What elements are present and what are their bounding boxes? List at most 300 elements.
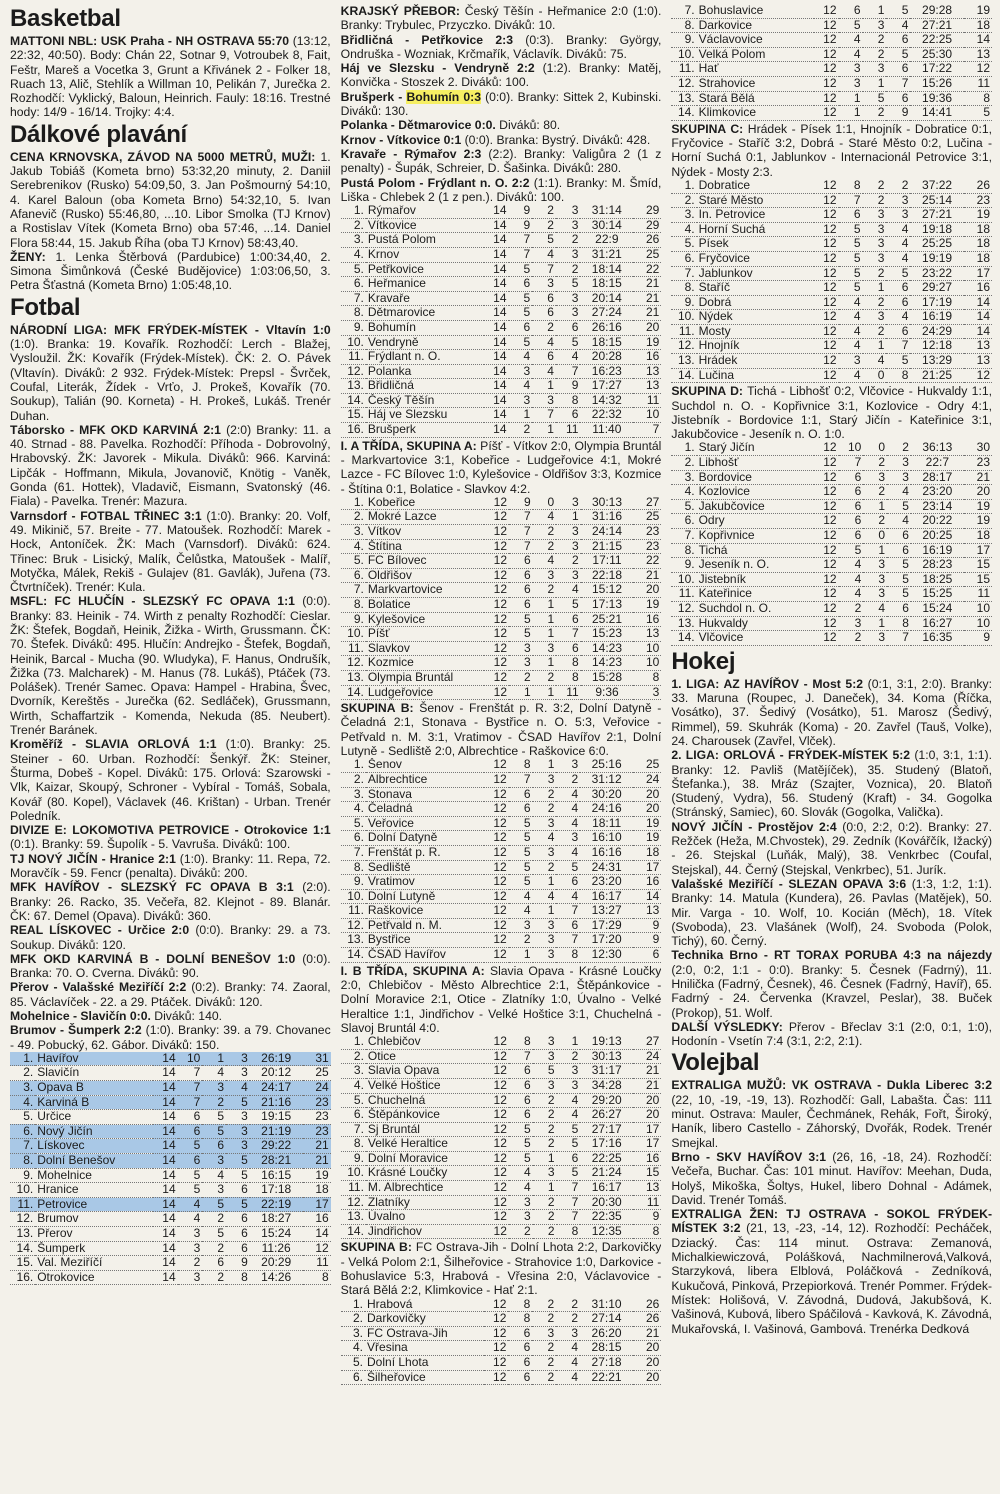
cell-losses: 8: [226, 1270, 250, 1285]
cell-rank: 16.: [10, 1270, 35, 1285]
table-row: [10, 1139, 331, 1154]
cell-team-name: Darkovice: [697, 18, 814, 33]
cell-team-name: Štěpánkovice: [366, 1108, 484, 1123]
cell-losses: 8: [556, 670, 581, 685]
cell-score: 12:35: [580, 1224, 633, 1239]
cell-games: 12: [814, 456, 839, 471]
cell-wins: 5: [509, 306, 533, 321]
cell-draws: 4: [533, 554, 557, 569]
cell-points: 24: [303, 1081, 331, 1096]
cell-points: 25: [303, 1066, 331, 1081]
cell-points: 13: [633, 904, 661, 919]
cell-losses: 2: [556, 554, 581, 569]
cell-draws: 3: [863, 18, 887, 33]
cell-wins: 5: [839, 251, 863, 266]
cell-draws: 3: [863, 237, 887, 252]
cell-score: 27:14: [580, 1312, 633, 1327]
cell-score: 16:35: [911, 631, 964, 646]
cell-draws: 2: [533, 1224, 557, 1239]
table-row: [671, 616, 992, 631]
result-body: (0:1). Branky: 59. Šupolík - 5. Vavruša. Diváků: 100.: [10, 837, 291, 852]
cell-games: 12: [814, 266, 839, 281]
cell-games: 12: [484, 918, 509, 933]
cell-rank: 12.: [671, 601, 696, 616]
cell-wins: 4: [509, 1181, 533, 1196]
table-row: [671, 47, 992, 62]
cell-points: 27: [633, 496, 661, 510]
cell-team-name: Slavkov: [366, 641, 485, 656]
cell-wins: 7: [509, 539, 533, 554]
result-body: (2:0, 0:2, 1:1 - 0:0). Branky: 5. Česnek (Fadrný), 11. Hnilička (Fadrný, Česnek), 46. Česnek (Fadrný, Havíř), 65. Fadrný - 24. Červenka (Kravzel, Peslar), 38. Buček (Prokop), 51. Wolf.: [671, 962, 993, 1020]
cell-wins: 3: [178, 1270, 203, 1285]
cell-wins: 6: [509, 568, 533, 583]
result-heading: Táborsko - MFK OKD KARVINÁ 2:1: [10, 422, 221, 437]
cell-rank: 3.: [341, 1326, 365, 1341]
cell-team-name: Bordovice: [697, 470, 814, 485]
cell-wins: 6: [509, 787, 533, 802]
cell-points: 20: [633, 583, 661, 598]
cell-rank: 6.: [341, 568, 366, 583]
result-paragraph: [10, 34, 331, 120]
table-row: [10, 1241, 331, 1256]
cell-points: 18: [633, 845, 661, 860]
column-left: [10, 4, 331, 1494]
cell-team-name: Horní Suchá: [697, 222, 814, 237]
cell-draws: 2: [863, 456, 887, 471]
cell-draws: 2: [863, 324, 887, 339]
cell-rank: 12.: [671, 76, 696, 91]
cell-wins: 3: [509, 641, 533, 656]
cell-games: 12: [484, 1370, 509, 1385]
cell-team-name: Dětmarovice: [366, 306, 484, 321]
cell-score: 31:10: [580, 1298, 633, 1312]
cell-points: 23: [303, 1110, 331, 1125]
cell-draws: 1: [532, 423, 556, 438]
cell-losses: 3: [557, 1078, 581, 1093]
cell-team-name: Kylešovice: [366, 612, 485, 627]
result-body: (0:1, 3:1, 2:0). Branky: 33. Maruna (Roupec, J. Daneček), 34. Koma (Říčka, Vosátko), 37. Šedivý (Vosátko), 51. Marosz (Šedivý, Rimmel), 59. Skuhrák (Koma) - 20. Zavřel (Tauš, Volke), 24. Charousek (Zavřel, Vlček).: [671, 676, 993, 748]
table-row: [671, 76, 992, 91]
cell-rank: 3.: [341, 787, 366, 802]
cell-losses: 6: [886, 62, 910, 77]
cell-losses: 7: [556, 627, 581, 642]
cell-losses: 4: [556, 583, 581, 598]
cell-draws: 3: [533, 568, 557, 583]
cell-team-name: Odry: [697, 514, 814, 529]
cell-wins: 5: [509, 627, 533, 642]
cell-draws: 0: [863, 441, 887, 455]
result-heading: Kroměříž - SLAVIA ORLOVÁ 1:1: [10, 737, 217, 752]
cell-losses: 4: [226, 1081, 250, 1096]
cell-wins: 6: [509, 583, 533, 598]
table-row: [10, 1270, 331, 1285]
cell-draws: 3: [863, 62, 887, 77]
cell-rank: 2.: [341, 510, 366, 525]
cell-score: 17:13: [581, 598, 634, 613]
cell-draws: 6: [532, 350, 556, 365]
result-body: (0:0). Branka: 70. O. Cverna. Diváků: 90.: [10, 951, 331, 981]
result-heading: Brno - SKV HAVÍŘOV 3:1: [671, 1149, 827, 1164]
cell-losses: 3: [556, 1326, 580, 1341]
table-row: [341, 554, 662, 569]
cell-wins: 7: [509, 247, 533, 262]
cell-team-name: Heřmanice: [366, 277, 484, 292]
cell-games: 12: [814, 310, 839, 325]
cell-losses: 6: [556, 875, 580, 890]
cell-rank: 4.: [341, 802, 366, 817]
standings-table: [341, 1298, 662, 1386]
cell-losses: 5: [557, 1122, 581, 1137]
cell-points: 18: [303, 1183, 331, 1198]
cell-wins: 9: [509, 496, 533, 510]
cell-wins: 4: [839, 339, 863, 354]
cell-games: 12: [814, 33, 839, 48]
cell-rank: 12.: [671, 339, 696, 354]
cell-points: 16: [633, 875, 661, 890]
cell-draws: 4: [533, 510, 557, 525]
cell-draws: 2: [863, 33, 887, 48]
cell-score: 16:15: [250, 1168, 303, 1183]
cell-score: 24:29: [910, 324, 963, 339]
cell-points: 19: [964, 4, 992, 18]
cell-losses: 4: [556, 1341, 580, 1356]
cell-draws: 3: [533, 1049, 557, 1064]
cell-wins: 6: [839, 499, 864, 514]
cell-team-name: Hať: [697, 62, 814, 77]
cell-games: 12: [484, 1298, 509, 1312]
cell-team-name: Břidličná: [366, 379, 484, 394]
table-row: [341, 1210, 662, 1225]
result-heading: Háj ve Slezsku - Vendryně 2:2: [340, 61, 535, 76]
cell-losses: 6: [886, 33, 910, 48]
cell-points: 11: [303, 1256, 331, 1271]
cell-draws: 2: [532, 1312, 556, 1327]
cell-rank: 5.: [341, 1356, 365, 1371]
cell-team-name: Krásné Loučky: [366, 1166, 484, 1181]
cell-team-name: Strahovice: [697, 76, 814, 91]
table-row: [341, 218, 662, 233]
cell-team-name: Dolní Lhota: [365, 1356, 484, 1371]
cell-score: 18:25: [911, 572, 964, 587]
cell-games: 12: [484, 627, 509, 642]
cell-wins: 1: [509, 685, 533, 700]
cell-points: 11: [964, 587, 992, 602]
table-row: [671, 62, 992, 77]
cell-losses: 3: [556, 218, 581, 233]
cell-team-name: Staříč: [697, 281, 814, 296]
cell-losses: 5: [557, 1166, 581, 1181]
cell-draws: 1: [533, 627, 557, 642]
cell-wins: 3: [509, 364, 533, 379]
cell-points: 10: [633, 641, 661, 656]
cell-points: 19: [964, 514, 992, 529]
cell-team-name: Vratimov: [366, 875, 484, 890]
cell-draws: 2: [533, 1108, 557, 1123]
cell-points: 20: [633, 1341, 661, 1356]
cell-draws: 1: [863, 281, 887, 296]
table-row: [341, 685, 662, 700]
cell-rank: 6.: [10, 1124, 35, 1139]
table-row: [671, 514, 992, 529]
cell-games: 12: [814, 354, 839, 369]
cell-team-name: Vítkov: [366, 525, 485, 540]
cell-losses: 4: [556, 802, 580, 817]
cell-games: 12: [814, 179, 839, 193]
cell-games: 12: [814, 251, 839, 266]
cell-points: 25: [633, 758, 661, 772]
cell-wins: 10: [178, 1052, 203, 1066]
table-row: [341, 233, 662, 248]
cell-score: 15:25: [911, 587, 964, 602]
result-body: (21, 13, -23, -14, 12). Rozhodčí: Pecháček, Dziacký. Čas: 114 minut. Ostrava: Zemanová, Michalkiewiczová, Polášková, Nachmilnerová,Valková, Starzyková, libera Elblová, Poláčková - Zedníková, Kukučová, Pinková, Przepiorková. Trenér Pommer. Frýdek-Místek: Holišová, V. Závodná, Dudová, Jakubšová, K. Vašinová, Kubová, libero Spáčilová - Kavková, K. Závodná, Mukařovská, I. Vašinová, Gambová. Trenérka Dedková: [671, 1221, 993, 1336]
result-paragraph: [671, 1207, 992, 1336]
cell-draws: 1: [533, 904, 557, 919]
table-row: [341, 1181, 662, 1196]
cell-points: 8: [964, 91, 992, 106]
cell-wins: 5: [839, 237, 863, 252]
cell-team-name: Val. Meziříčí: [35, 1256, 153, 1271]
cell-team-name: Kozlovice: [697, 485, 814, 500]
cell-rank: 2.: [671, 456, 696, 471]
cell-wins: 2: [509, 670, 533, 685]
cell-wins: 8: [509, 1035, 533, 1049]
cell-games: 12: [814, 572, 839, 587]
cell-team-name: Kravaře: [366, 291, 484, 306]
cell-team-name: Markvartovice: [366, 583, 485, 598]
result-paragraph: [10, 1009, 331, 1023]
result-paragraph: [10, 980, 331, 1009]
table-row: [341, 1341, 662, 1356]
cell-team-name: Oldřišov: [366, 568, 485, 583]
cell-draws: 3: [533, 641, 557, 656]
cell-games: 12: [814, 281, 839, 296]
cell-draws: 3: [533, 933, 557, 948]
cell-points: 14: [303, 1227, 331, 1242]
cell-score: 17:18: [250, 1183, 303, 1198]
cell-games: 12: [814, 208, 839, 223]
cell-rank: 8.: [671, 281, 696, 296]
cell-draws: 3: [533, 1166, 557, 1181]
result-heading: KRAJSKÝ PŘEBOR:: [340, 4, 460, 18]
cell-rank: 8.: [10, 1154, 35, 1169]
cell-rank: 12.: [341, 1195, 366, 1210]
cell-team-name: Klimkovice: [697, 106, 814, 121]
table-row: [671, 368, 992, 383]
cell-score: 36:13: [911, 441, 964, 455]
cell-team-name: Kateřinice: [697, 587, 814, 602]
cell-draws: 3: [533, 772, 557, 787]
cell-losses: 3: [226, 1110, 250, 1125]
cell-score: 24:14: [581, 525, 634, 540]
cell-team-name: Mokré Lazce: [366, 510, 485, 525]
cell-losses: 6: [886, 295, 910, 310]
cell-team-name: Hrádek: [697, 354, 814, 369]
cell-draws: 3: [533, 845, 557, 860]
table-row: [341, 539, 662, 554]
cell-score: 17:20: [580, 933, 633, 948]
cell-team-name: Štítina: [366, 539, 485, 554]
cell-team-name: Otice: [366, 1049, 484, 1064]
cell-losses: 6: [887, 601, 911, 616]
cell-score: 28:17: [911, 470, 964, 485]
cell-rank: 6.: [341, 831, 366, 846]
cell-wins: 5: [839, 222, 863, 237]
cell-losses: 7: [886, 339, 910, 354]
cell-points: 14: [633, 889, 661, 904]
cell-losses: 4: [556, 787, 580, 802]
table-row: [341, 1195, 662, 1210]
table-row: [671, 91, 992, 106]
table-row: [10, 1168, 331, 1183]
cell-wins: 6: [509, 1078, 533, 1093]
result-body: Diváků: 140.: [150, 1009, 223, 1023]
cell-losses: 7: [557, 1181, 581, 1196]
cell-rank: 11.: [671, 587, 696, 602]
cell-rank: 8.: [341, 860, 366, 875]
table-row: [341, 1064, 662, 1079]
cell-draws: 5: [202, 1227, 226, 1242]
cell-rank: 6.: [341, 1370, 365, 1385]
cell-games: 12: [814, 47, 839, 62]
cell-team-name: Suchdol n. O.: [697, 601, 814, 616]
result-paragraph: [10, 509, 331, 595]
cell-draws: 4: [533, 831, 557, 846]
cell-losses: 4: [886, 251, 910, 266]
table-row: [671, 237, 992, 252]
table-row: [341, 772, 662, 787]
result-heading: Břidličná - Petřkovice 2:3: [340, 32, 513, 47]
result-body: (0:0). Branka: Bystrý. Diváků: 428.: [461, 132, 651, 147]
cell-points: 26: [633, 1298, 661, 1312]
table-row: [671, 572, 992, 587]
cell-team-name: Olympia Bruntál: [366, 670, 485, 685]
cell-wins: 3: [839, 76, 863, 91]
cell-score: 20:29: [250, 1256, 303, 1271]
cell-draws: 2: [863, 179, 887, 193]
table-row: [671, 295, 992, 310]
cell-rank: 13.: [10, 1227, 35, 1242]
cell-losses: 3: [557, 1064, 581, 1079]
cell-score: 19:36: [910, 91, 963, 106]
cell-rank: 5.: [341, 554, 366, 569]
result-paragraph: [671, 384, 992, 441]
cell-rank: 14.: [671, 368, 696, 383]
cell-points: 14: [964, 33, 992, 48]
result-heading: SKUPINA B:: [340, 701, 414, 716]
result-paragraph: [10, 150, 331, 250]
cell-rank: 10.: [341, 335, 366, 350]
cell-team-name: Chlebičov: [366, 1035, 484, 1049]
cell-rank: 10.: [10, 1183, 35, 1198]
result-body: (22, 10, -19, -19, 13). Rozhodčí: Gall, Labašta. Čas: 111 minut. Ostrava: Mauler, Čechmánek, Rehák, Fořt, Široký, Haník, libero Castello - Záhorský, Dvořák, Rodek. Trenér Smejkal.: [671, 1092, 993, 1150]
cell-games: 12: [814, 368, 839, 383]
cell-team-name: Rýmařov: [366, 204, 484, 218]
result-heading: Varnsdorf - FOTBAL TŘINEC 3:1: [10, 508, 202, 523]
cell-games: 12: [814, 543, 839, 558]
cell-losses: 3: [556, 204, 581, 218]
cell-points: 9: [633, 918, 661, 933]
cell-losses: 6: [556, 641, 581, 656]
cell-wins: 4: [839, 558, 864, 573]
cell-points: 12: [303, 1241, 331, 1256]
cell-team-name: In. Petrovice: [697, 208, 814, 223]
cell-draws: 3: [533, 816, 557, 831]
cell-losses: 1: [556, 510, 581, 525]
highlighted-result: Bohumín 0:3: [406, 89, 481, 104]
cell-points: 18: [964, 529, 992, 544]
cell-score: 27:18: [580, 1356, 633, 1371]
cell-draws: 3: [532, 1326, 556, 1341]
cell-points: 17: [633, 1122, 661, 1137]
cell-score: 16:27: [911, 616, 964, 631]
cell-points: 8: [633, 670, 661, 685]
cell-wins: 4: [839, 587, 864, 602]
table-row: [341, 379, 662, 394]
result-heading: Technika Brno - RT TORAX PORUBA 4:3 na nájezdy: [671, 948, 993, 963]
cell-draws: 2: [202, 1241, 226, 1256]
standings-table: [671, 4, 992, 121]
cell-score: 22:7: [911, 456, 964, 471]
result-body: (2:0). Branky: 26. Racko, 35. Večeřa, 82. Klejnot - 89. Blanár. ČK: 67. Demel (Opava). Diváků: 360.: [10, 880, 331, 923]
cell-losses: 6: [226, 1212, 250, 1227]
result-heading: Kravaře - Rýmařov 2:3: [340, 146, 482, 161]
result-body: (1:1). Branky: M. Šmíd, Liška - Chlebek 2 (1 z pen.). Diváků: 100.: [340, 175, 662, 204]
table-row: [341, 831, 662, 846]
cell-games: 12: [484, 1078, 509, 1093]
cell-team-name: Úvalno: [366, 1210, 484, 1225]
cell-score: 19:15: [250, 1110, 303, 1125]
result-paragraph: [10, 1023, 331, 1052]
cell-games: 12: [814, 587, 839, 602]
cell-draws: 3: [863, 310, 887, 325]
result-paragraph: [10, 952, 331, 981]
cell-draws: 1: [533, 875, 557, 890]
cell-score: 18:15: [580, 335, 633, 350]
table-row: [10, 1256, 331, 1271]
table-row: [341, 568, 662, 583]
cell-wins: 5: [178, 1183, 203, 1198]
cell-points: 20: [633, 787, 661, 802]
cell-wins: 3: [839, 62, 863, 77]
cell-draws: 0: [863, 368, 887, 383]
cell-losses: 4: [556, 889, 580, 904]
cell-wins: 6: [839, 208, 863, 223]
table-row: [671, 543, 992, 558]
cell-wins: 9: [509, 204, 533, 218]
cell-losses: 5: [226, 1095, 250, 1110]
cell-wins: 3: [178, 1227, 203, 1242]
cell-rank: 1.: [341, 496, 366, 510]
cell-games: 12: [484, 933, 509, 948]
cell-rank: 4.: [671, 222, 696, 237]
section-title: Volejbal: [671, 1049, 760, 1077]
cell-losses: 7: [556, 933, 580, 948]
result-heading: DIVIZE E: LOKOMOTIVA PETROVICE - Otrokovice 1:1: [10, 823, 331, 838]
cell-rank: 3.: [671, 208, 696, 223]
cell-points: 17: [303, 1197, 331, 1212]
cell-losses: 3: [886, 193, 910, 208]
cell-team-name: Mosty: [697, 324, 814, 339]
table-row: [341, 1356, 662, 1371]
cell-draws: 2: [863, 193, 887, 208]
cell-team-name: Jablunkov: [697, 266, 814, 281]
cell-draws: 3: [863, 208, 887, 223]
table-row: [341, 204, 662, 218]
cell-games: 12: [814, 295, 839, 310]
cell-draws: 2: [532, 204, 556, 218]
cell-losses: 3: [226, 1139, 250, 1154]
cell-games: 12: [814, 470, 839, 485]
